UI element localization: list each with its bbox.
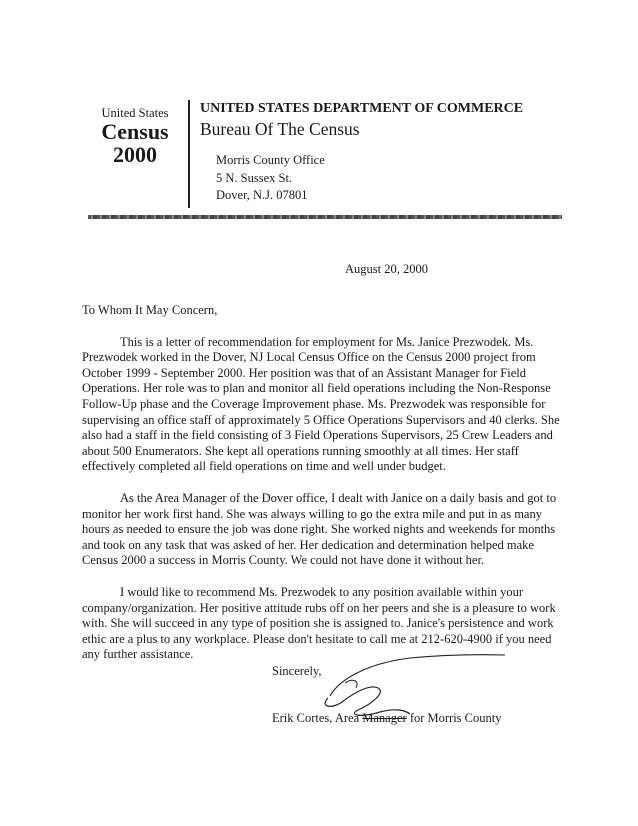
office-line: Dover, N.J. 07801 bbox=[216, 188, 308, 202]
letterhead-divider bbox=[88, 215, 562, 219]
signer-title-rest: for Morris County bbox=[406, 711, 502, 725]
office-line: Morris County Office bbox=[216, 153, 325, 167]
salutation: To Whom It May Concern, bbox=[82, 303, 218, 317]
letter-body bbox=[82, 303, 564, 679]
census-2000-logo bbox=[90, 107, 180, 166]
signer-line bbox=[272, 711, 501, 726]
signer-title-struck: Manager bbox=[362, 711, 407, 725]
logo-census: Census bbox=[101, 118, 169, 144]
office-line: 5 N. Sussex St. bbox=[216, 170, 293, 185]
logo-2000: 2000 bbox=[113, 141, 157, 167]
signer-name: Erik Cortes, Area bbox=[272, 711, 363, 725]
letter-date: August 20, 2000 bbox=[345, 262, 428, 276]
paragraph: As the Area Manager of the Dover office, I dealt with Janice on a daily basis and got to monitor her work first hand. She was always willing to go the extra mile and put in as many hours as needed to ensure the job was done right. She worked nights and weekends for months and took on any task that was asked of her. Her dedication and determination helped make Census 2000 a success in Morris County. We could not have done it without her. bbox=[82, 490, 557, 568]
paragraph: I would like to recommend Ms. Prezwodek to any position available within your company/organization. Her positive attitude rubs off on her peers and she is a pleasure to work with. She will succeed in any type of position she is assigned to. Janice's persistence and work ethic are a plus to any workplace. Please don't hesitate to call me at 212-620-4900 if you need any further assistance. bbox=[82, 584, 556, 662]
department-name: UNITED STATES DEPARTMENT OF COMMERCE bbox=[200, 101, 524, 116]
letterhead-vertical-rule bbox=[188, 100, 190, 208]
logo-united-states: United States bbox=[101, 106, 169, 120]
bureau-name: Bureau Of The Census bbox=[200, 119, 360, 139]
paragraph: This is a letter of recommendation for employment for Ms. Janice Prezwodek. Ms. Prezwodek worked in the Dover, NJ Local Census Office on the Census 2000 project from October 1999 - September 2000. Her position was that of an Assistant Manager for Field Operations. Her role was to plan and monitor all field operations including the Non-Response Follow-Up phase and the Coverage Improvement phase. Ms. Prezwodek was responsible for supervising an office staff of approximately 5 Office Operations Supervisors and 40 clerks. She also had a staff in the field consisting of 3 Field Operations Supervisors, 25 Crew Leaders and about 500 Enumerators. She kept all operations running smoothly at all times. Her staff effectively completed all field operations on time and well under budget. bbox=[82, 334, 560, 474]
closing: Sincerely, bbox=[272, 664, 322, 678]
office-address bbox=[216, 152, 325, 205]
